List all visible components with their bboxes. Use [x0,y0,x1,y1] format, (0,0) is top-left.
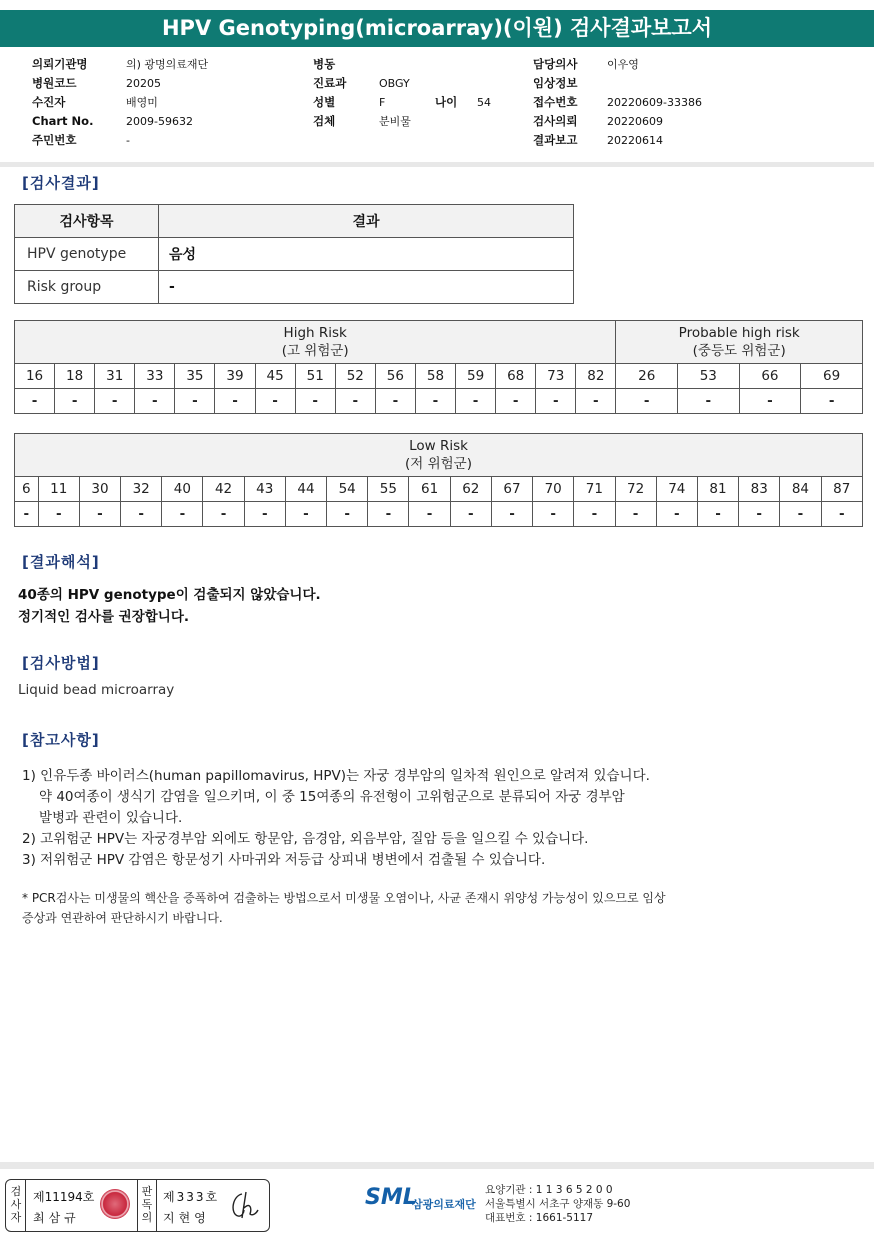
genotype-result: - [255,389,295,414]
info-value: 이우영 [607,58,639,71]
row-result: 음성 [159,238,574,271]
genotype-result: - [739,502,780,527]
genotype-cell: 35 [175,364,215,389]
genotype-result: - [533,502,574,527]
org-address: 서울특별시 서초구 양재동 9-60 [485,1198,631,1210]
tester-vertical-label: 검 사 자 [10,1185,22,1224]
info-row [32,55,208,74]
info-value: 배영미 [126,96,158,109]
info-label: 병원코드 [32,76,77,90]
method-text: Liquid bead microarray [18,682,175,698]
reference-notes [22,766,650,871]
info-row [32,74,208,93]
footer-separator [0,1162,874,1169]
genotype-cell: 31 [95,364,135,389]
genotype-cell: 81 [697,477,738,502]
seal-stamp-icon [100,1189,130,1219]
genotype-result: - [327,502,368,527]
genotype-result: - [450,502,491,527]
genotype-cell: 51 [295,364,335,389]
info-value: OBGY [379,77,410,90]
info-value: 분비물 [379,115,411,128]
pcr-footnote [22,888,666,928]
genotype-cell: 83 [739,477,780,502]
info-row [533,131,702,150]
genotype-count: 40종의 HPV genotype [18,587,176,603]
genotype-result: - [409,502,450,527]
genotype-cell: 53 [678,364,740,389]
genotype-result: - [95,389,135,414]
footnote-line: 증상과 연관하여 판단하시기 바랍니다. [22,911,223,925]
org-name: 삼광의료재단 [412,1198,476,1211]
genotype-result: - [175,389,215,414]
genotype-cell: 32 [121,477,162,502]
info-value: 의) 광명의료재단 [126,58,209,71]
genotype-number-row [15,477,863,502]
genotype-result: - [368,502,409,527]
info-row [313,55,411,74]
sml-logo-icon: SML [365,1185,417,1210]
genotype-cell: 11 [38,477,79,502]
genotype-result: - [801,389,863,414]
genotype-result: - [244,502,285,527]
info-label: 주민번호 [32,133,77,147]
genotype-result: - [456,389,496,414]
info-value: 20220609-33386 [607,96,702,109]
high-risk-subtitle: (고 위험군) [281,343,349,359]
section-interpretation: [결과해석] [22,553,100,571]
genotype-cell: 56 [375,364,415,389]
row-item: Risk group [15,271,159,304]
age-value: 54 [477,96,491,109]
info-value: 20220614 [607,134,663,147]
genotype-result: - [335,389,375,414]
signature-icon [228,1188,264,1222]
interpretation-rest: 이 검출되지 않았습니다. [175,587,321,603]
genotype-cell: 66 [739,364,801,389]
genotype-cell: 55 [368,477,409,502]
info-label: 담당의사 [533,57,578,71]
header-item: 검사항목 [15,205,159,238]
genotype-cell: 18 [55,364,95,389]
age-label: 나이 [435,95,458,109]
probable-risk-title: Probable high risk [678,325,800,341]
genotype-result: - [491,502,532,527]
genotype-result: - [496,389,536,414]
genotype-cell: 67 [491,477,532,502]
interpretation-line2: 정기적인 검사를 권장합니다. [18,609,190,625]
genotype-cell: 39 [215,364,255,389]
note-line: 발병과 관련이 있습니다. [39,810,183,826]
info-label: 접수번호 [533,95,578,109]
genotype-result: - [780,502,821,527]
note-line: 약 40여종이 생식기 감염을 일으키며, 이 중 15여종의 유전형이 고위험군으로 분류되어 자궁 경부암 [39,789,625,805]
info-row [32,93,208,112]
genotype-cell: 42 [203,477,244,502]
genotype-cell: 54 [327,477,368,502]
low-risk-header [15,434,863,477]
low-risk-subtitle: (저 위험군) [405,456,472,472]
note-line: 1) 인유두종 바이러스(human papillomavirus, HPV)는 자궁 경부암의 일차적 원인으로 알려져 있습니다. [22,768,650,784]
info-row [32,131,208,150]
genotype-result: - [55,389,95,414]
info-row [32,112,208,131]
header-result: 결과 [159,205,574,238]
low-risk-title: Low Risk [409,438,468,454]
genotype-cell: 16 [15,364,55,389]
row-item: HPV genotype [15,238,159,271]
info-col2 [313,55,411,131]
genotype-result: - [38,502,79,527]
genotype-result: - [15,389,55,414]
genotype-result: - [615,502,656,527]
genotype-cell: 62 [450,477,491,502]
genotype-result-row [15,389,863,414]
info-label: 성별 [313,95,336,109]
genotype-result: - [678,389,740,414]
signature-box [5,1179,270,1232]
report-title: HPV Genotyping(microarray)(이원) 검사결과보고서 [0,10,874,47]
high-risk-title: High Risk [283,325,347,341]
high-risk-table [14,320,863,414]
genotype-cell: 52 [335,364,375,389]
info-row [313,93,411,112]
org-info [485,1183,630,1225]
info-col3 [533,55,702,150]
genotype-result: - [121,502,162,527]
genotype-result: - [697,502,738,527]
genotype-cell: 70 [533,477,574,502]
genotype-cell: 73 [536,364,576,389]
genotype-result: - [574,502,615,527]
genotype-result: - [576,389,616,414]
genotype-cell: 59 [456,364,496,389]
org-code: 요양기관 : 1 1 3 6 5 2 0 0 [485,1184,613,1196]
info-label: 의뢰기관명 [32,57,88,71]
org-phone: 대표번호 : 1661-5117 [485,1212,594,1224]
genotype-result: - [162,502,203,527]
info-row [533,112,702,131]
genotype-result: - [295,389,335,414]
info-label: 결과보고 [533,133,578,147]
info-label: 병동 [313,57,336,71]
reader-license: 제333호 [163,1190,220,1204]
genotype-cell: 87 [821,477,862,502]
info-col1 [32,55,208,150]
reader-name: 지현영 [163,1211,210,1225]
interpretation-line1 [18,585,321,605]
age-field [435,93,491,112]
info-label: 임상정보 [533,76,578,90]
genotype-cell: 84 [780,477,821,502]
info-row [533,93,702,112]
genotype-cell: 40 [162,477,203,502]
genotype-cell: 61 [409,477,450,502]
genotype-cell: 33 [135,364,175,389]
genotype-cell: 72 [615,477,656,502]
info-row [533,55,702,74]
tester-license: 제11194호 [33,1190,95,1204]
header-separator [0,162,874,167]
genotype-cell: 82 [576,364,616,389]
info-value: 20205 [126,77,161,90]
genotype-result: - [616,389,678,414]
info-label: 수진자 [32,95,66,109]
genotype-cell: 58 [415,364,455,389]
info-row [313,74,411,93]
genotype-result: - [536,389,576,414]
table-row [15,271,574,304]
genotype-cell: 71 [574,477,615,502]
reader-vertical-label: 판 독 의 [141,1185,153,1224]
info-value: 20220609 [607,115,663,128]
section-method: [검사방법] [22,654,100,672]
genotype-cell: 69 [801,364,863,389]
info-value: - [126,134,130,147]
info-label: 검사의뢰 [533,114,578,128]
genotype-result: - [15,502,39,527]
genotype-result: - [415,389,455,414]
table-row [15,238,574,271]
high-risk-header [15,321,616,364]
row-result: - [159,271,574,304]
genotype-cell: 30 [79,477,120,502]
risk-header-row [15,434,863,477]
genotype-cell: 26 [616,364,678,389]
genotype-result: - [739,389,801,414]
genotype-result: - [656,502,697,527]
genotype-number-row [15,364,863,389]
info-label: 진료과 [313,76,347,90]
genotype-result: - [215,389,255,414]
genotype-result: - [79,502,120,527]
info-value: 2009-59632 [126,115,193,128]
info-row [533,74,702,93]
note-line: 2) 고위험군 HPV는 자궁경부암 외에도 항문암, 음경암, 외음부암, 질암 등을 일으킬 수 있습니다. [22,831,589,847]
genotype-cell: 44 [285,477,326,502]
section-result: [검사결과] [22,174,100,192]
info-row [313,112,411,131]
info-value: F [379,96,386,109]
genotype-cell: 43 [244,477,285,502]
probable-risk-subtitle: (중등도 위험군) [692,343,786,359]
section-reference: [참고사항] [22,731,100,749]
note-line: 3) 저위험군 HPV 감염은 항문성기 사마귀와 저등급 상피내 병변에서 검출될 수 있습니다. [22,852,546,868]
genotype-cell: 68 [496,364,536,389]
risk-header-row [15,321,863,364]
footnote-line: * PCR검사는 미생물의 핵산을 증폭하여 검출하는 방법으로서 미생물 오염이나, 사균 존재시 위양성 가능성이 있으므로 임상 [22,891,666,905]
genotype-cell: 74 [656,477,697,502]
genotype-result-row [15,502,863,527]
low-risk-table [14,433,863,527]
result-table [14,204,574,304]
genotype-result: - [821,502,862,527]
genotype-result: - [375,389,415,414]
probable-risk-header [616,321,863,364]
genotype-result: - [135,389,175,414]
info-label: 검체 [313,114,336,128]
tester-name: 최삼규 [33,1211,80,1225]
genotype-cell: 6 [15,477,39,502]
info-label: Chart No. [32,114,94,128]
genotype-result: - [203,502,244,527]
genotype-cell: 45 [255,364,295,389]
genotype-result: - [285,502,326,527]
